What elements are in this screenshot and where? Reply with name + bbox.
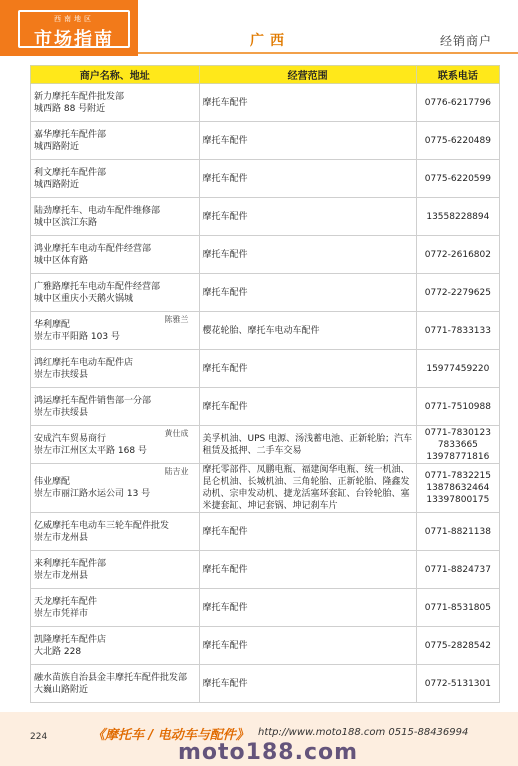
page-header (0, 0, 518, 58)
business-scope: 摩托车配件 (199, 122, 416, 160)
footer-url: http://www.moto188.com 0515-88436994 (258, 727, 469, 738)
page-number: 224 (30, 732, 48, 742)
merchant-address: 城中区滨江东路 (34, 217, 98, 228)
merchant-cell (31, 198, 200, 236)
table-row (31, 388, 500, 426)
region-title: 广西 (250, 33, 290, 49)
business-scope: 摩托车配件 (199, 84, 416, 122)
phone-number: 0772-2616802 (416, 236, 499, 274)
phone-number: 0772-5131301 (416, 665, 499, 703)
merchant-cell (31, 426, 200, 464)
logo-block (0, 0, 138, 56)
merchant-cell (31, 589, 200, 627)
merchant-name: 陆劲摩托车、电动车配件维修部 (34, 205, 161, 216)
phone-number: 0775-6220599 (416, 160, 499, 198)
merchant-name: 安成汽车贸易商行 (34, 433, 107, 444)
merchant-address: 大北路 228 (34, 646, 82, 657)
merchant-table (30, 65, 500, 703)
merchant-name: 鸿运摩托车配件销售部一分部 (34, 395, 152, 406)
merchant-address: 城中区重庆小天鹅火锅城 (34, 293, 134, 304)
merchant-cell (31, 551, 200, 589)
table-row (31, 513, 500, 551)
merchant-address: 崇左市龙州县 (34, 532, 89, 543)
merchant-address: 城中区体育路 (34, 255, 89, 266)
business-scope: 摩托车配件 (199, 665, 416, 703)
phone-number: 0771-8531805 (416, 589, 499, 627)
merchant-address: 崇左市凭祥市 (34, 608, 89, 619)
contact-person: 黄仕成 (164, 429, 189, 438)
merchant-name: 凯隆摩托车配件店 (34, 634, 107, 645)
merchant-name: 广雅路摩托车电动车配件经营部 (34, 281, 161, 292)
merchant-address: 崇左市平阳路 103 号 (34, 331, 120, 342)
merchant-name: 华利摩配 (34, 319, 71, 330)
table-row (31, 84, 500, 122)
merchant-name: 伟业摩配 (34, 477, 71, 487)
table-row (31, 312, 500, 350)
table-row (31, 627, 500, 665)
logo-title: 市场指南 (34, 29, 114, 50)
table-row (31, 236, 500, 274)
phone-number: 0775-6220489 (416, 122, 499, 160)
merchant-address: 城西路附近 (34, 179, 80, 190)
merchant-cell (31, 312, 200, 350)
table-row (31, 350, 500, 388)
phone-number: 0771-7510988 (416, 388, 499, 426)
phone-number: 0771-8824737 (416, 551, 499, 589)
logo-frame (18, 10, 130, 48)
business-scope: 摩托车配件 (199, 589, 416, 627)
table-row (31, 274, 500, 312)
table-row (31, 589, 500, 627)
table-row (31, 551, 500, 589)
table-row (31, 160, 500, 198)
merchant-cell (31, 665, 200, 703)
merchant-cell (31, 513, 200, 551)
business-scope: 摩托车配件 (199, 551, 416, 589)
merchant-address: 城西路附近 (34, 141, 80, 152)
business-scope: 摩托车配件 (199, 513, 416, 551)
logo-subtitle: 西南地区 (54, 15, 94, 23)
merchant-cell (31, 464, 200, 513)
column-header-merchant: 商户名称、地址 (31, 66, 200, 84)
business-scope: 美孚机油、UPS 电源、汤浅蓄电池、正新轮胎；汽车租赁及抵押、二手车交易 (199, 426, 416, 464)
merchant-cell (31, 84, 200, 122)
phone-number: 0771-7832215 13878632464 13397800175 (416, 464, 499, 513)
merchant-address: 崇左市扶绥县 (34, 407, 89, 418)
magazine-title: 《摩托车 / 电动车与配件》 (92, 728, 249, 743)
merchant-address: 崇左市龙州县 (34, 570, 89, 581)
business-scope: 摩托车配件 (199, 236, 416, 274)
merchant-name: 来利摩托车配件部 (34, 558, 107, 569)
business-scope: 樱花轮胎、摩托车电动车配件 (199, 312, 416, 350)
merchant-name: 天龙摩托车配件 (34, 596, 98, 607)
business-scope: 摩托车配件 (199, 198, 416, 236)
header-divider (138, 52, 518, 54)
merchant-name: 融水苗族自治县金丰摩托车配件批发部 (34, 672, 188, 683)
merchant-cell (31, 350, 200, 388)
merchant-address: 崇左市扶绥县 (34, 369, 89, 380)
phone-number: 0771-7830123 7833665 13978771816 (416, 426, 499, 464)
business-scope: 摩托零部件、凤鹏电瓶、福建闽华电瓶、统一机油、昆仑机油、长城机油、三角轮胎、正新轮胎、隆鑫发动机、宗申发动机、捷龙活塞环套缸、台铃轮胎、塞米捷套缸、坤记套锅、坤记刹车片 (199, 464, 416, 513)
contact-person: 陆吉业 (164, 467, 189, 476)
section-title: 经销商户 (439, 34, 492, 48)
column-header-phone: 联系电话 (416, 66, 499, 84)
table-row (31, 198, 500, 236)
phone-number: 15977459220 (416, 350, 499, 388)
table-row (31, 426, 500, 464)
merchant-name: 鸿业摩托车电动车配件经营部 (34, 243, 152, 254)
merchant-cell (31, 274, 200, 312)
merchant-cell (31, 388, 200, 426)
merchant-name: 鸿红摩托车电动车配件店 (34, 357, 134, 368)
watermark: moto188.com (178, 740, 359, 765)
table-row (31, 665, 500, 703)
merchant-address: 崇左市丽江路水运公司 13 号 (34, 489, 151, 499)
table-row (31, 122, 500, 160)
business-scope: 摩托车配件 (199, 388, 416, 426)
merchant-name: 嘉华摩托车配件部 (34, 129, 107, 140)
merchant-cell (31, 160, 200, 198)
merchant-cell (31, 627, 200, 665)
business-scope: 摩托车配件 (199, 350, 416, 388)
business-scope: 摩托车配件 (199, 160, 416, 198)
phone-number: 0771-7833133 (416, 312, 499, 350)
merchant-name: 新力摩托车配件批发部 (34, 91, 125, 102)
table-header-row (31, 66, 500, 84)
merchant-cell (31, 122, 200, 160)
table-body (31, 84, 500, 703)
table-row (31, 464, 500, 513)
phone-number: 0771-8821138 (416, 513, 499, 551)
merchant-address: 大巍山路附近 (34, 684, 89, 695)
merchant-cell (31, 236, 200, 274)
phone-number: 0772-2279625 (416, 274, 499, 312)
phone-number: 13558228894 (416, 198, 499, 236)
phone-number: 0775-2828542 (416, 627, 499, 665)
column-header-scope: 经营范围 (199, 66, 416, 84)
merchant-name: 利文摩托车配件部 (34, 167, 107, 178)
merchant-address: 崇左市江州区太平路 168 号 (34, 445, 147, 456)
merchant-name: 亿威摩托车电动车三轮车配件批发 (34, 520, 170, 531)
contact-person: 陈雅兰 (164, 315, 189, 324)
page-footer (0, 712, 518, 766)
merchant-address: 城西路 88 号附近 (34, 103, 106, 114)
phone-number: 0776-6217796 (416, 84, 499, 122)
business-scope: 摩托车配件 (199, 274, 416, 312)
business-scope: 摩托车配件 (199, 627, 416, 665)
